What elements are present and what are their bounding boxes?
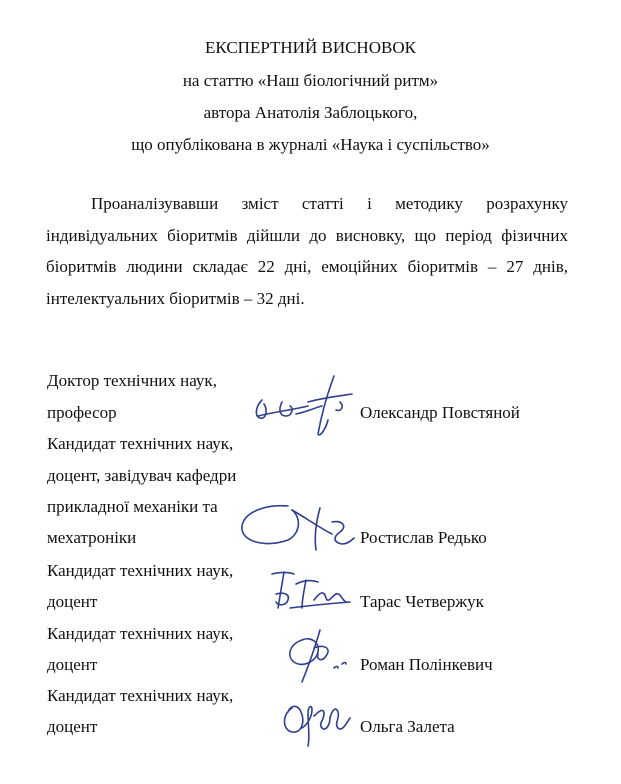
conclusion-paragraph xyxy=(46,188,568,314)
signatory-name: Ростислав Редько xyxy=(360,528,487,547)
paragraph-line: Проаналізувавши зміст статті і методику розрахунку xyxy=(91,194,568,213)
heading-journal-line: що опублікована в журналі «Наука і суспільство» xyxy=(131,135,490,154)
paragraph-line: інтелектуальних біоритмів – 32 дні. xyxy=(46,288,305,308)
signatory-name: Ольга Залета xyxy=(360,717,455,736)
signatory-name: Роман Полінкевич xyxy=(360,655,493,674)
heading-article-line: на статтю «Наш біологічний ритм» xyxy=(182,71,439,90)
document-title: ЕКСПЕРТНИЙ ВИСНОВОК xyxy=(205,38,416,57)
signatory-title-line: доцент xyxy=(47,592,98,611)
paragraph-line: індивідуальних біоритмів дійшли до висновку, що період фізичних xyxy=(46,225,568,245)
signatory-title-line: Кандидат технічних наук, xyxy=(47,686,234,705)
signatory-title-line: Кандидат технічних наук, xyxy=(47,624,234,643)
signatory-title-line: доцент xyxy=(47,717,98,736)
handwritten-signature xyxy=(280,626,356,686)
signatory-name: Тарас Четвержук xyxy=(360,592,484,611)
handwritten-signature xyxy=(248,372,360,442)
signatory-title-line: Доктор технічних наук, xyxy=(47,371,217,390)
signatory-title-line: Кандидат технічних наук, xyxy=(47,434,234,453)
signatory-name: Олександр Повстяной xyxy=(360,403,520,422)
paragraph-line: біоритмів людини складає 22 дні, емоційних біоритмів – 27 днів, xyxy=(46,257,568,276)
handwritten-signature xyxy=(266,566,356,616)
signatory-title-line: професор xyxy=(47,403,117,422)
signatory-title-line: Кандидат технічних наук, xyxy=(47,561,234,580)
signatory-title-line: мехатроніки xyxy=(47,528,137,547)
signatory-title-line: доцент xyxy=(47,655,98,674)
heading-author-line: автора Анатолія Заблоцького, xyxy=(203,103,418,122)
signatory-title-line: доцент, завідувач кафедри xyxy=(47,466,237,485)
handwritten-signature xyxy=(278,694,358,750)
handwritten-signature xyxy=(236,498,360,558)
signatory-title-line: прикладної механіки та xyxy=(47,497,218,516)
